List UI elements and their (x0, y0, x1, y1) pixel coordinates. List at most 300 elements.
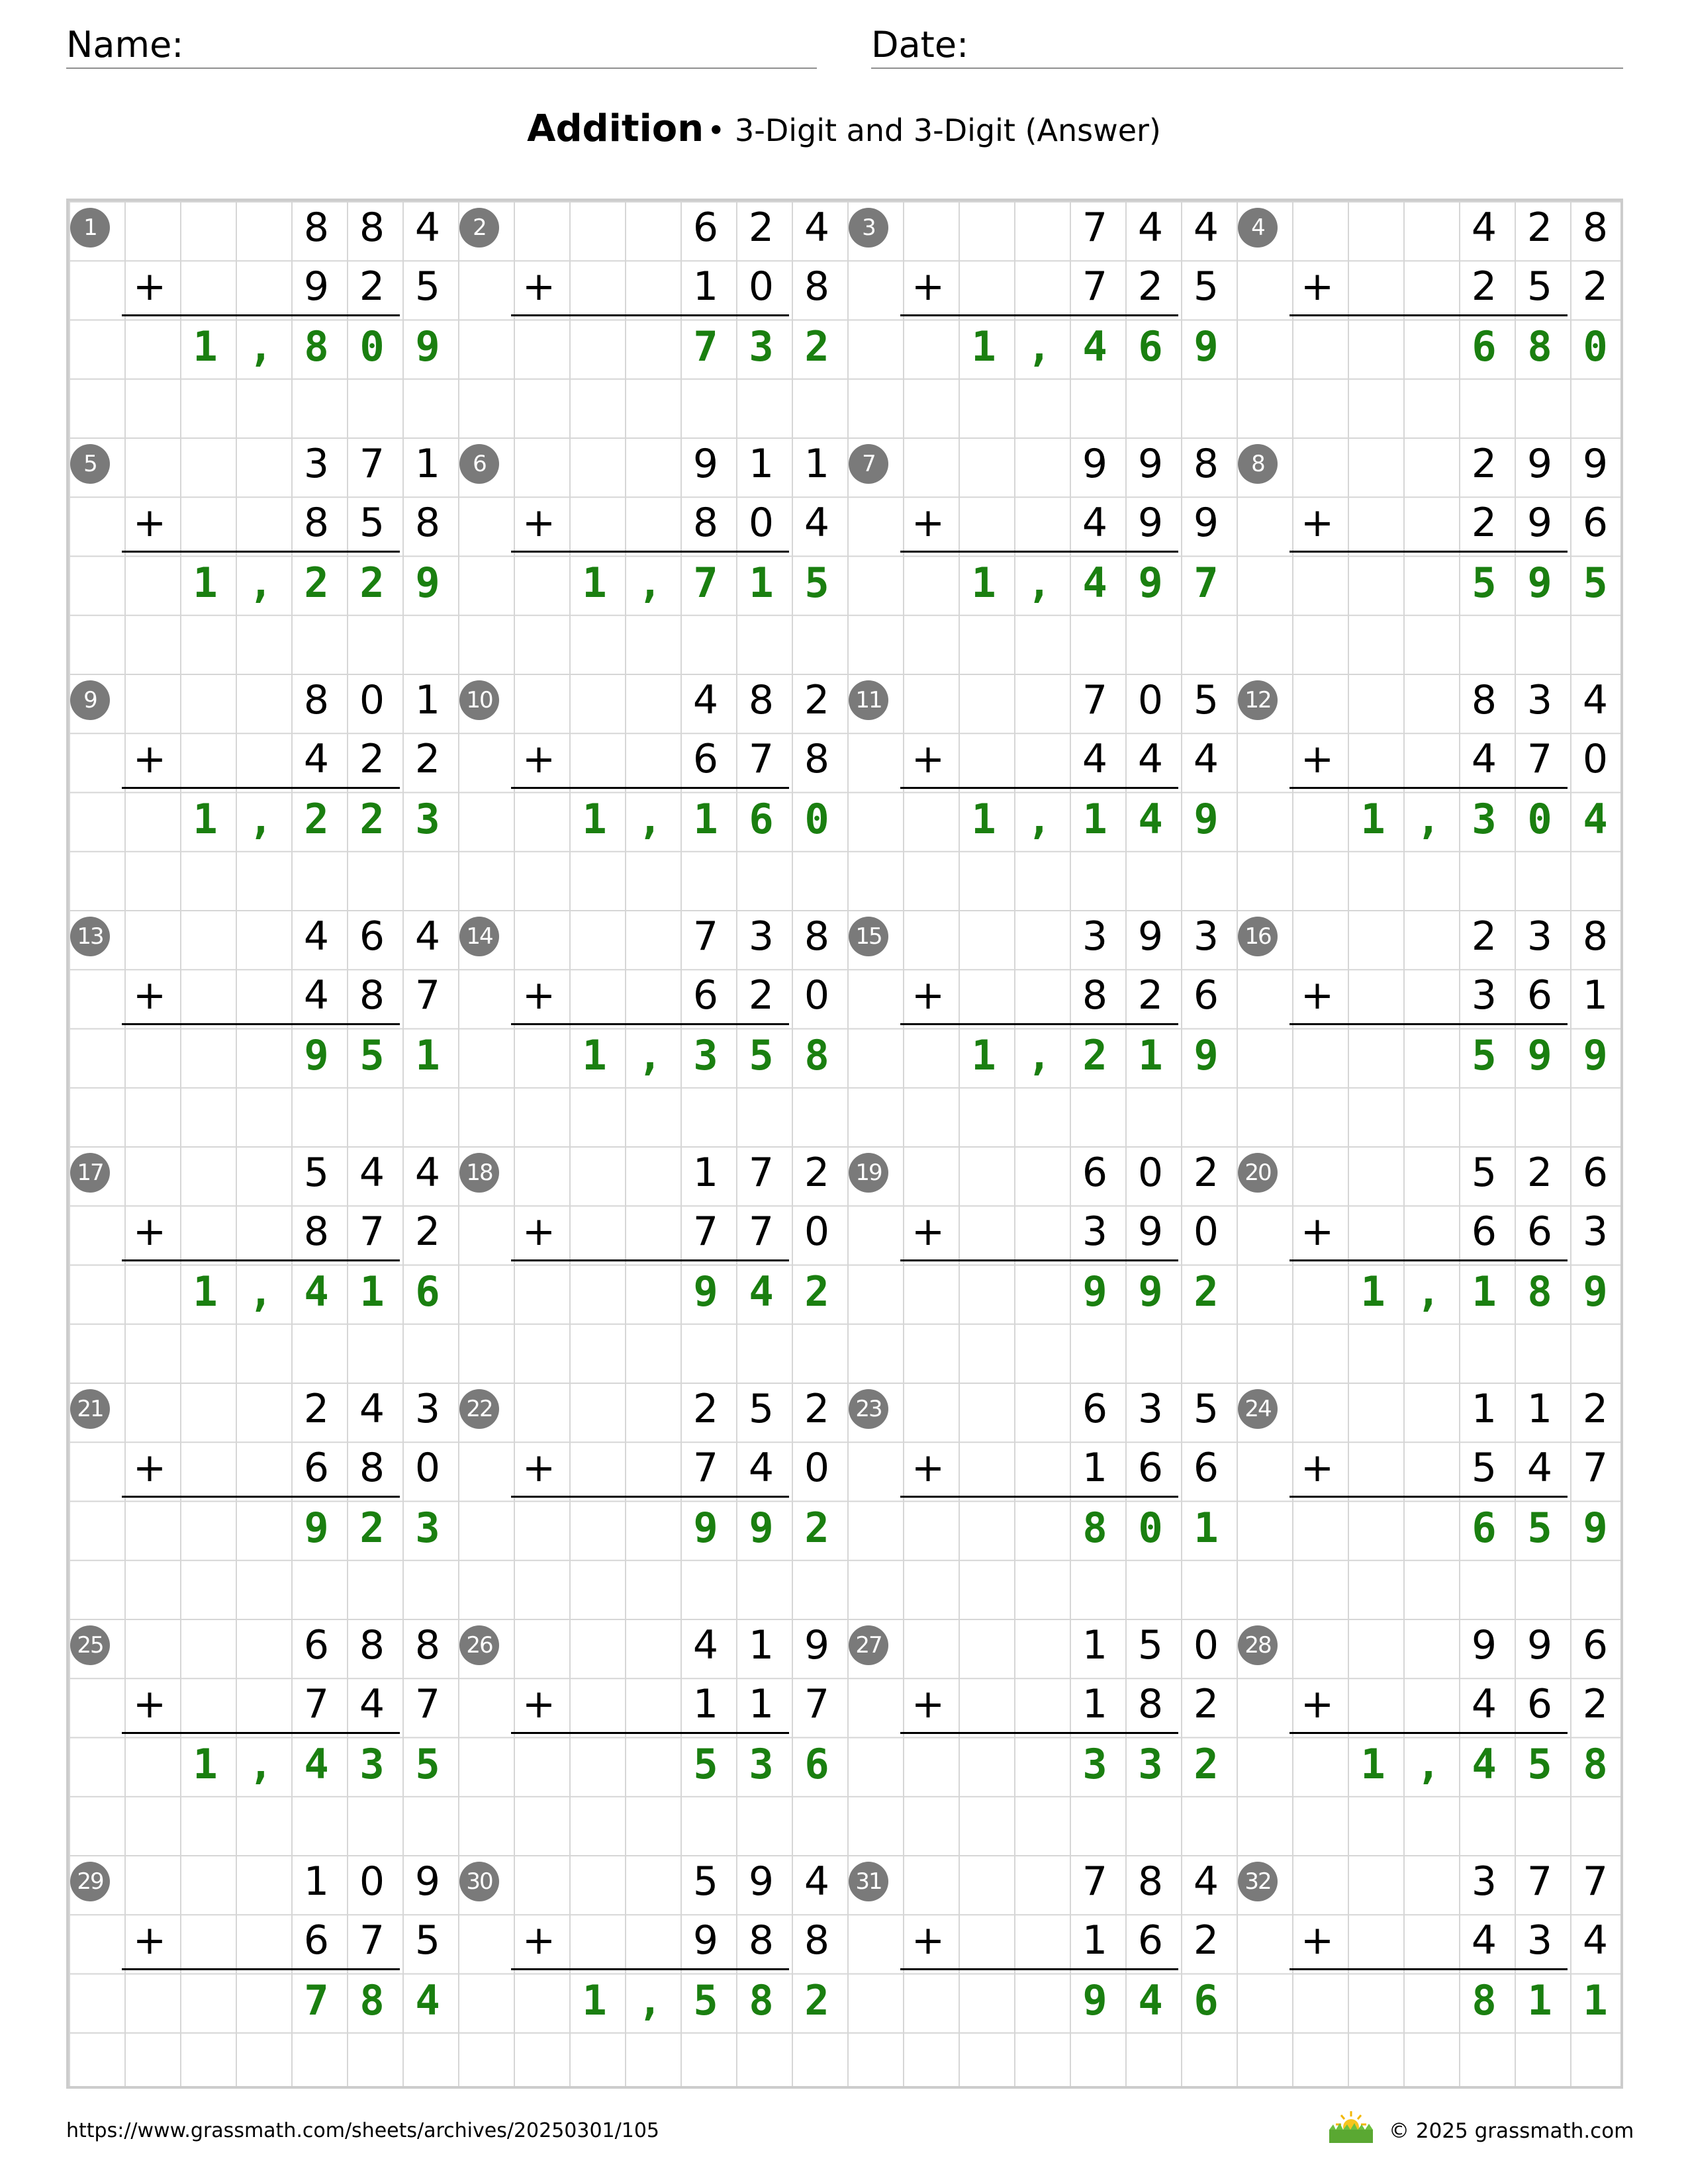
digit: 4 (1193, 1858, 1219, 1905)
problem-30 (455, 1852, 845, 2089)
digit: 3 (303, 441, 330, 487)
answer-digit[interactable]: , (1027, 1030, 1052, 1079)
digit: 4 (1582, 1917, 1609, 1964)
problem-3 (845, 199, 1234, 435)
sum-line (1289, 1968, 1568, 1970)
answer-digit[interactable]: 2 (359, 558, 385, 607)
answer-digit[interactable]: 5 (693, 1739, 718, 1788)
answer-digit[interactable]: 5 (804, 558, 829, 607)
answer-digit[interactable]: 8 (359, 1976, 385, 2025)
digit: 2 (1582, 1386, 1609, 1432)
answer-digit[interactable]: 9 (1194, 322, 1219, 371)
answer-digit[interactable]: 7 (693, 558, 718, 607)
digit: 4 (1082, 500, 1108, 547)
digit: 8 (1582, 913, 1609, 960)
problem-25 (66, 1616, 455, 1852)
plus-sign: + (522, 1445, 556, 1491)
answer-digit[interactable]: 0 (1138, 1503, 1163, 1552)
answer-digit[interactable]: 9 (1138, 558, 1163, 607)
answer-digit[interactable]: 1 (193, 1739, 218, 1788)
plus-sign: + (911, 1681, 945, 1727)
answer-digit[interactable]: 3 (415, 1503, 440, 1552)
digit: 3 (1137, 1386, 1164, 1432)
answer-digit[interactable]: 1 (582, 1976, 607, 2025)
digit: 7 (359, 1208, 385, 1255)
answer-digit[interactable]: 8 (304, 322, 329, 371)
digit: 5 (1471, 1445, 1497, 1492)
digit: 1 (1082, 1622, 1108, 1668)
answer-digit[interactable]: 2 (304, 558, 329, 607)
problem-number-badge: 29 (70, 1862, 110, 1901)
answer-digit[interactable]: 3 (749, 1739, 774, 1788)
answer-digit[interactable]: 8 (1472, 1976, 1497, 2025)
answer-digit[interactable]: 5 (1472, 1030, 1497, 1079)
digit: 4 (414, 1150, 441, 1196)
answer-digit[interactable]: 1 (971, 322, 996, 371)
answer-digit[interactable]: 9 (1138, 1267, 1163, 1316)
sum-line (511, 1259, 789, 1261)
digit: 8 (804, 736, 830, 783)
digit: 0 (1193, 1622, 1219, 1668)
digit: 5 (748, 1386, 774, 1432)
plus-sign: + (132, 1445, 167, 1491)
digit: 3 (1193, 913, 1219, 960)
answer-digit[interactable]: 9 (415, 558, 440, 607)
digit: 5 (1193, 1386, 1219, 1432)
digit: 3 (1526, 1917, 1553, 1964)
answer-digit[interactable]: 4 (1138, 794, 1163, 843)
digit: 1 (1082, 1681, 1108, 1728)
plus-sign: + (911, 1445, 945, 1491)
digit: 4 (303, 972, 330, 1019)
answer-digit[interactable]: 5 (693, 1976, 718, 2025)
answer-digit[interactable]: 9 (1583, 1267, 1608, 1316)
answer-digit[interactable]: 1 (749, 558, 774, 607)
answer-digit[interactable]: 1 (1138, 1030, 1163, 1079)
answer-digit[interactable]: 2 (359, 1503, 385, 1552)
digit: 2 (1193, 1917, 1219, 1964)
digit: 5 (692, 1858, 719, 1905)
digit: 5 (1526, 263, 1553, 310)
digit: 3 (414, 1386, 441, 1432)
problem-number-badge: 9 (70, 680, 110, 720)
problem-6 (455, 435, 845, 671)
problem-19 (845, 1144, 1234, 1380)
answer-digit[interactable]: 9 (304, 1503, 329, 1552)
digit: 5 (414, 1917, 441, 1964)
digit: 0 (414, 1445, 441, 1492)
digit: 7 (1082, 205, 1108, 251)
answer-digit[interactable]: , (1027, 322, 1052, 371)
problem-14 (455, 907, 845, 1144)
problem-number-badge: 30 (459, 1862, 499, 1901)
answer-digit[interactable]: 4 (1138, 1976, 1163, 2025)
digit: 7 (1582, 1858, 1609, 1905)
digit: 3 (1582, 1208, 1609, 1255)
answer-digit[interactable]: 0 (1583, 322, 1608, 371)
sum-line (122, 1023, 400, 1025)
answer-digit[interactable]: , (248, 322, 273, 371)
digit: 6 (1526, 1208, 1553, 1255)
answer-digit[interactable]: 9 (749, 1503, 774, 1552)
answer-digit[interactable]: 1 (1472, 1267, 1497, 1316)
digit: 9 (1582, 441, 1609, 487)
plus-sign: + (911, 263, 945, 310)
problem-12 (1234, 671, 1623, 907)
digit: 1 (303, 1858, 330, 1905)
digit: 7 (414, 972, 441, 1019)
answer-digit[interactable]: , (248, 794, 273, 843)
problem-32 (1234, 1852, 1623, 2089)
answer-digit[interactable]: 9 (693, 1267, 718, 1316)
answer-digit[interactable]: 3 (415, 794, 440, 843)
answer-digit[interactable]: 5 (749, 1030, 774, 1079)
digit: 2 (1582, 263, 1609, 310)
digit: 0 (359, 677, 385, 723)
plus-sign: + (132, 1208, 167, 1255)
answer-digit[interactable]: 9 (1194, 1030, 1219, 1079)
plus-sign: + (132, 1681, 167, 1727)
digit: 6 (1193, 972, 1219, 1019)
answer-digit[interactable]: 5 (1527, 1739, 1552, 1788)
answer-digit[interactable]: 1 (359, 1267, 385, 1316)
digit: 0 (1582, 736, 1609, 783)
digit: 4 (804, 205, 830, 251)
answer-digit[interactable]: 1 (971, 558, 996, 607)
problem-number-badge: 7 (849, 444, 888, 484)
answer-digit[interactable]: 1 (193, 322, 218, 371)
digit: 7 (359, 1917, 385, 1964)
answer-digit[interactable]: 9 (1583, 1503, 1608, 1552)
digit: 8 (1471, 677, 1497, 723)
problem-10 (455, 671, 845, 907)
digit: 2 (748, 205, 774, 251)
problem-number-badge: 4 (1238, 208, 1278, 248)
problem-23 (845, 1380, 1234, 1616)
answer-digit[interactable]: 3 (1138, 1739, 1163, 1788)
answer-digit[interactable]: , (1416, 794, 1441, 843)
answer-digit[interactable]: 3 (359, 1739, 385, 1788)
answer-digit[interactable]: 8 (804, 1030, 829, 1079)
digit: 8 (804, 913, 830, 960)
problem-29 (66, 1852, 455, 2089)
digit: 7 (1082, 677, 1108, 723)
worksheet-title (0, 106, 1688, 161)
digit: 7 (748, 1208, 774, 1255)
digit: 1 (414, 441, 441, 487)
answer-digit[interactable]: 1 (582, 1030, 607, 1079)
problem-28 (1234, 1616, 1623, 1852)
digit: 8 (1082, 972, 1108, 1019)
answer-digit[interactable]: 1 (1360, 794, 1385, 843)
answer-digit[interactable]: 0 (804, 794, 829, 843)
plus-sign: + (132, 500, 167, 546)
digit: 7 (692, 913, 719, 960)
problem-24 (1234, 1380, 1623, 1616)
digit: 7 (692, 1208, 719, 1255)
problem-number-badge: 32 (1238, 1862, 1278, 1901)
digit: 2 (804, 1150, 830, 1196)
plus-sign: + (522, 1917, 556, 1964)
answer-digit[interactable]: 9 (1082, 1976, 1107, 2025)
digit: 9 (303, 263, 330, 310)
answer-digit[interactable]: , (637, 558, 663, 607)
answer-digit[interactable]: 1 (193, 794, 218, 843)
sum-line (122, 551, 400, 553)
sum-line (900, 787, 1178, 789)
plus-sign: + (522, 263, 556, 310)
answer-digit[interactable]: 6 (415, 1267, 440, 1316)
answer-digit[interactable]: , (1027, 558, 1052, 607)
digit: 5 (1193, 677, 1219, 723)
digit: 9 (1082, 441, 1108, 487)
digit: 5 (359, 500, 385, 547)
problem-18 (455, 1144, 845, 1380)
answer-digit[interactable]: 2 (359, 794, 385, 843)
answer-digit[interactable]: , (248, 558, 273, 607)
answer-digit[interactable]: 7 (693, 322, 718, 371)
plus-sign: + (522, 736, 556, 782)
problem-number-badge: 16 (1238, 917, 1278, 956)
answer-digit[interactable]: 4 (1082, 322, 1107, 371)
answer-digit[interactable]: 6 (749, 794, 774, 843)
answer-digit[interactable]: 5 (415, 1739, 440, 1788)
digit: 7 (748, 1150, 774, 1196)
problem-1 (66, 199, 455, 435)
digit: 2 (1137, 263, 1164, 310)
digit: 8 (303, 677, 330, 723)
digit: 2 (692, 1386, 719, 1432)
problem-number-badge: 31 (849, 1862, 888, 1901)
problem-number-badge: 11 (849, 680, 888, 720)
problem-number-badge: 13 (70, 917, 110, 956)
plus-sign: + (911, 1917, 945, 1964)
sum-line (511, 1732, 789, 1734)
problem-number-badge: 8 (1238, 444, 1278, 484)
answer-digit[interactable]: 9 (304, 1030, 329, 1079)
answer-digit[interactable]: , (637, 1976, 663, 2025)
plus-sign: + (1300, 1445, 1335, 1491)
answer-digit[interactable]: 9 (415, 322, 440, 371)
plus-sign: + (911, 1208, 945, 1255)
answer-digit[interactable]: , (1416, 1267, 1441, 1316)
answer-digit[interactable]: 1 (193, 558, 218, 607)
digit: 6 (692, 736, 719, 783)
digit: 6 (1082, 1386, 1108, 1432)
answer-digit[interactable]: 3 (749, 322, 774, 371)
answer-digit[interactable]: 2 (804, 1976, 829, 2025)
digit: 0 (1137, 1150, 1164, 1196)
digit: 4 (1471, 205, 1497, 251)
name-line[interactable] (66, 68, 817, 69)
problem-5 (66, 435, 455, 671)
answer-digit[interactable]: 6 (1138, 322, 1163, 371)
sum-line (1289, 551, 1568, 553)
answer-digit[interactable]: 2 (804, 322, 829, 371)
answer-digit[interactable]: 2 (804, 1503, 829, 1552)
sum-line (1289, 1023, 1568, 1025)
answer-digit[interactable]: 1 (582, 558, 607, 607)
digit: 8 (748, 677, 774, 723)
digit: 6 (692, 205, 719, 251)
date-line[interactable] (871, 68, 1623, 69)
answer-digit[interactable]: 1 (1360, 1267, 1385, 1316)
answer-digit[interactable]: 8 (1527, 322, 1552, 371)
digit: 8 (359, 972, 385, 1019)
answer-digit[interactable]: 7 (304, 1976, 329, 2025)
answer-digit[interactable]: 3 (1082, 1739, 1107, 1788)
answer-digit[interactable]: , (637, 1030, 663, 1079)
answer-digit[interactable]: 1 (1360, 1739, 1385, 1788)
sum-line (511, 551, 789, 553)
problem-27 (845, 1616, 1234, 1852)
digit: 9 (692, 1917, 719, 1964)
answer-digit[interactable]: 1 (1194, 1503, 1219, 1552)
answer-digit[interactable]: 1 (193, 1267, 218, 1316)
answer-digit[interactable]: 5 (1583, 558, 1608, 607)
answer-digit[interactable]: 3 (1472, 794, 1497, 843)
answer-digit[interactable]: 4 (1583, 794, 1608, 843)
answer-digit[interactable]: 9 (1194, 794, 1219, 843)
answer-digit[interactable]: 9 (1583, 1030, 1608, 1079)
problem-number-badge: 2 (459, 208, 499, 248)
answer-digit[interactable]: 5 (1527, 1503, 1552, 1552)
problem-15 (845, 907, 1234, 1144)
answer-digit[interactable]: 0 (359, 322, 385, 371)
answer-digit[interactable]: 4 (304, 1739, 329, 1788)
answer-digit[interactable]: , (1027, 794, 1052, 843)
answer-digit[interactable]: 8 (1583, 1739, 1608, 1788)
digit: 7 (414, 1681, 441, 1728)
answer-digit[interactable]: 9 (1527, 558, 1552, 607)
problem-number-badge: 21 (70, 1389, 110, 1429)
problem-21 (66, 1380, 455, 1616)
problem-number-badge: 10 (459, 680, 499, 720)
answer-digit[interactable]: 9 (1527, 1030, 1552, 1079)
plus-sign: + (911, 972, 945, 1019)
digit: 4 (692, 1622, 719, 1668)
digit: 1 (748, 1681, 774, 1728)
digit: 3 (1082, 1208, 1108, 1255)
digit: 7 (692, 1445, 719, 1492)
digit: 5 (1137, 1622, 1164, 1668)
answer-digit[interactable]: 4 (1472, 1739, 1497, 1788)
answer-digit[interactable]: 1 (1583, 1976, 1608, 2025)
digit: 1 (748, 441, 774, 487)
digit: 9 (1526, 1622, 1553, 1668)
answer-digit[interactable]: 7 (1194, 558, 1219, 607)
digit: 9 (692, 441, 719, 487)
plus-sign: + (132, 263, 167, 310)
answer-digit[interactable]: 9 (1082, 1267, 1107, 1316)
answer-digit[interactable]: 9 (693, 1503, 718, 1552)
problem-number-badge: 24 (1238, 1389, 1278, 1429)
plus-sign: + (522, 972, 556, 1019)
problem-number-badge: 14 (459, 917, 499, 956)
digit: 6 (1582, 1150, 1609, 1196)
problem-8 (1234, 435, 1623, 671)
digit: 4 (1193, 736, 1219, 783)
problem-grid (66, 199, 1623, 2089)
answer-digit[interactable]: 1 (971, 794, 996, 843)
answer-digit[interactable]: 2 (1082, 1030, 1107, 1079)
answer-digit[interactable]: 2 (304, 794, 329, 843)
answer-digit[interactable]: 1 (415, 1030, 440, 1079)
problem-number-badge: 27 (849, 1625, 888, 1665)
answer-digit[interactable]: 5 (359, 1030, 385, 1079)
sum-line (900, 1732, 1178, 1734)
answer-digit[interactable]: 1 (582, 794, 607, 843)
digit: 7 (359, 441, 385, 487)
answer-digit[interactable]: 4 (749, 1267, 774, 1316)
sum-line (122, 1968, 400, 1970)
digit: 6 (303, 1445, 330, 1492)
answer-digit[interactable]: 0 (1527, 794, 1552, 843)
plus-sign: + (911, 736, 945, 782)
answer-digit[interactable]: 1 (1082, 794, 1107, 843)
answer-digit[interactable]: , (248, 1739, 273, 1788)
plus-sign: + (522, 500, 556, 546)
answer-digit[interactable]: 4 (304, 1267, 329, 1316)
digit: 4 (1471, 736, 1497, 783)
digit: 3 (1471, 972, 1497, 1019)
digit: 9 (804, 1622, 830, 1668)
digit: 4 (1471, 1917, 1497, 1964)
answer-digit[interactable]: 2 (1194, 1267, 1219, 1316)
answer-digit[interactable]: 3 (693, 1030, 718, 1079)
digit: 4 (303, 736, 330, 783)
answer-digit[interactable]: 8 (1082, 1503, 1107, 1552)
digit: 4 (804, 500, 830, 547)
answer-digit[interactable]: 6 (1472, 1503, 1497, 1552)
answer-digit[interactable]: 1 (1527, 1976, 1552, 2025)
digit: 0 (804, 972, 830, 1019)
problem-16 (1234, 907, 1623, 1144)
digit: 9 (1193, 500, 1219, 547)
answer-digit[interactable]: , (637, 794, 663, 843)
answer-digit[interactable]: 8 (749, 1976, 774, 2025)
plus-sign: + (132, 972, 167, 1019)
digit: 3 (1471, 1858, 1497, 1905)
problem-number-badge: 25 (70, 1625, 110, 1665)
digit: 6 (1526, 972, 1553, 1019)
problem-7 (845, 435, 1234, 671)
problem-number-badge: 20 (1238, 1153, 1278, 1193)
answer-digit[interactable]: 2 (804, 1267, 829, 1316)
answer-digit[interactable]: 1 (971, 1030, 996, 1079)
digit: 4 (1137, 736, 1164, 783)
digit: 7 (748, 736, 774, 783)
sum-line (122, 1259, 400, 1261)
answer-digit[interactable]: 6 (1194, 1976, 1219, 2025)
problem-17 (66, 1144, 455, 1380)
answer-digit[interactable]: , (1416, 1739, 1441, 1788)
answer-digit[interactable]: 5 (1472, 558, 1497, 607)
answer-digit[interactable]: 6 (1472, 322, 1497, 371)
plus-sign: + (1300, 972, 1335, 1019)
answer-digit[interactable]: 6 (804, 1739, 829, 1788)
answer-digit[interactable]: 1 (693, 794, 718, 843)
answer-digit[interactable]: 4 (415, 1976, 440, 2025)
answer-digit[interactable]: 2 (1194, 1739, 1219, 1788)
digit: 5 (303, 1150, 330, 1196)
answer-digit[interactable]: 8 (1527, 1267, 1552, 1316)
digit: 9 (1526, 441, 1553, 487)
answer-digit[interactable]: , (248, 1267, 273, 1316)
answer-digit[interactable]: 4 (1082, 558, 1107, 607)
footer-copyright: © 2025 grassmath.com (1389, 2119, 1634, 2143)
footer-url: https://www.grassmath.com/sheets/archives/20250301/105 (66, 2119, 660, 2142)
